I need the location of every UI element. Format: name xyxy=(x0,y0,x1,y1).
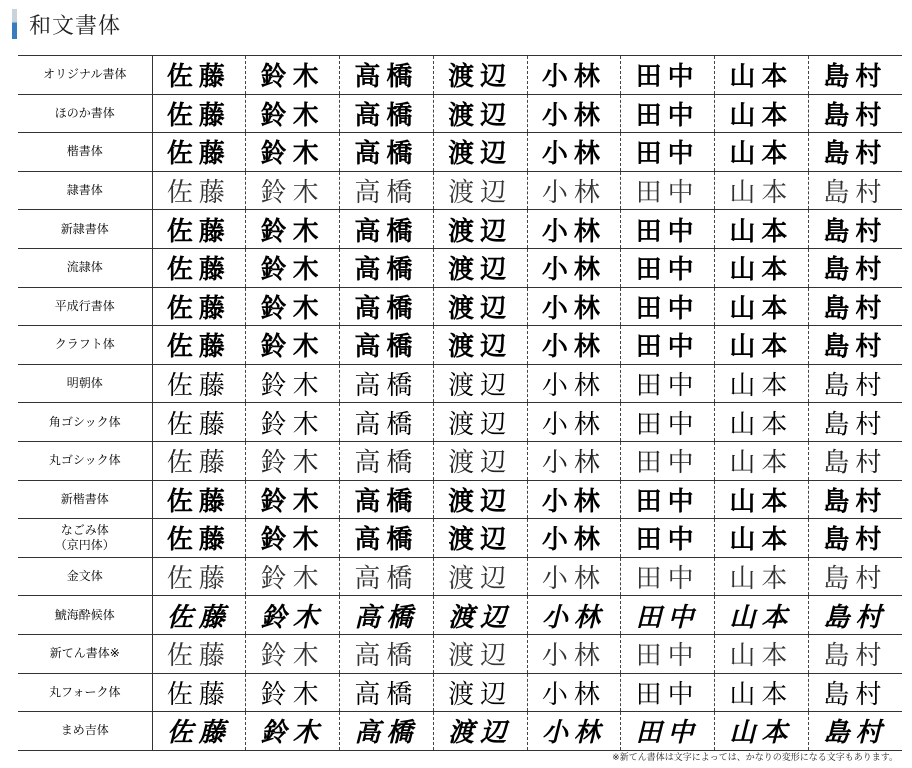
font-row xyxy=(18,403,902,442)
footnote: ※新てん書体は文字によっては、かなりの変形になる文字もあります。 xyxy=(612,753,898,763)
name-sample: 山本 xyxy=(715,403,809,442)
font-row xyxy=(18,441,902,480)
name-sample: 田中 xyxy=(621,712,715,751)
font-name-label xyxy=(18,133,152,172)
name-sample: 山本 xyxy=(715,557,809,596)
name-sample: 山本 xyxy=(715,133,809,172)
name-sample: 鈴木 xyxy=(246,133,340,172)
name-sample: 渡辺 xyxy=(433,248,527,287)
header-accent-bar xyxy=(12,9,17,39)
font-sample-table xyxy=(18,55,902,751)
name-sample: 田中 xyxy=(621,557,715,596)
name-sample: 佐藤 xyxy=(152,364,246,403)
name-sample: 島村 xyxy=(808,519,902,558)
font-row xyxy=(18,210,902,249)
name-sample: 鈴木 xyxy=(246,441,340,480)
font-row xyxy=(18,171,902,210)
font-row xyxy=(18,248,902,287)
name-sample: 田中 xyxy=(621,519,715,558)
name-sample: 島村 xyxy=(808,673,902,712)
font-name-label xyxy=(18,557,152,596)
name-sample: 渡辺 xyxy=(433,210,527,249)
font-name-label xyxy=(18,441,152,480)
name-sample: 山本 xyxy=(715,519,809,558)
name-sample: 佐藤 xyxy=(152,56,246,95)
font-row xyxy=(18,673,902,712)
name-sample: 小林 xyxy=(527,56,621,95)
name-sample: 渡辺 xyxy=(433,364,527,403)
name-sample: 高橋 xyxy=(340,56,434,95)
font-name-text: 新てん書体※ xyxy=(49,646,120,661)
name-sample: 田中 xyxy=(621,94,715,133)
font-name-text: 金文体 xyxy=(66,569,103,584)
name-sample: 小林 xyxy=(527,596,621,635)
name-sample: 佐藤 xyxy=(152,248,246,287)
name-sample: 小林 xyxy=(527,133,621,172)
name-sample: 鈴木 xyxy=(246,480,340,519)
font-row xyxy=(18,133,902,172)
name-sample: 渡辺 xyxy=(433,441,527,480)
name-sample: 島村 xyxy=(808,712,902,751)
font-name-text: 平成行書体 xyxy=(54,298,115,313)
name-sample: 小林 xyxy=(527,557,621,596)
font-name-label xyxy=(18,171,152,210)
name-sample: 鈴木 xyxy=(246,326,340,365)
name-sample: 田中 xyxy=(621,248,715,287)
name-sample: 佐藤 xyxy=(152,596,246,635)
name-sample: 渡辺 xyxy=(433,557,527,596)
font-name-text: 鯱海酔候体 xyxy=(54,607,115,622)
name-sample: 高橋 xyxy=(340,94,434,133)
font-row xyxy=(18,56,902,95)
name-sample: 鈴木 xyxy=(246,94,340,133)
font-name-text: クラフト体 xyxy=(54,337,115,352)
name-sample: 田中 xyxy=(621,287,715,326)
font-name-text: ほのか書体 xyxy=(54,105,115,120)
name-sample: 島村 xyxy=(808,56,902,95)
name-sample: 田中 xyxy=(621,210,715,249)
name-sample: 島村 xyxy=(808,210,902,249)
font-row xyxy=(18,519,902,558)
name-sample: 佐藤 xyxy=(152,673,246,712)
name-sample: 島村 xyxy=(808,596,902,635)
font-name-label xyxy=(18,634,152,673)
font-name-label xyxy=(18,287,152,326)
name-sample: 佐藤 xyxy=(152,133,246,172)
name-sample: 佐藤 xyxy=(152,287,246,326)
name-sample: 山本 xyxy=(715,634,809,673)
name-sample: 鈴木 xyxy=(246,596,340,635)
name-sample: 渡辺 xyxy=(433,56,527,95)
page-header xyxy=(12,8,121,40)
name-sample: 田中 xyxy=(621,133,715,172)
name-sample: 島村 xyxy=(808,364,902,403)
name-sample: 田中 xyxy=(621,634,715,673)
name-sample: 鈴木 xyxy=(246,364,340,403)
name-sample: 佐藤 xyxy=(152,171,246,210)
font-name-label xyxy=(18,596,152,635)
name-sample: 高橋 xyxy=(340,248,434,287)
name-sample: 田中 xyxy=(621,364,715,403)
font-name-text: 丸ゴシック体 xyxy=(48,453,121,468)
name-sample: 鈴木 xyxy=(246,557,340,596)
name-sample: 佐藤 xyxy=(152,326,246,365)
name-sample: 小林 xyxy=(527,441,621,480)
name-sample: 鈴木 xyxy=(246,403,340,442)
name-sample: 田中 xyxy=(621,403,715,442)
name-sample: 山本 xyxy=(715,248,809,287)
font-name-text: まめ吉体 xyxy=(60,723,109,738)
font-row xyxy=(18,480,902,519)
name-sample: 田中 xyxy=(621,171,715,210)
name-sample: 鈴木 xyxy=(246,673,340,712)
name-sample: 高橋 xyxy=(340,133,434,172)
name-sample: 高橋 xyxy=(340,441,434,480)
name-sample: 山本 xyxy=(715,441,809,480)
font-name-text: 新楷書体 xyxy=(60,491,109,506)
name-sample: 高橋 xyxy=(340,712,434,751)
font-name-text: 新隷書体 xyxy=(60,221,109,236)
font-name-text: なごみ体 xyxy=(60,522,109,537)
font-name-text: 明朝体 xyxy=(66,376,103,391)
name-sample: 島村 xyxy=(808,326,902,365)
font-name-label xyxy=(18,94,152,133)
name-sample: 小林 xyxy=(527,403,621,442)
name-sample: 島村 xyxy=(808,94,902,133)
name-sample: 島村 xyxy=(808,133,902,172)
name-sample: 渡辺 xyxy=(433,596,527,635)
name-sample: 田中 xyxy=(621,441,715,480)
name-sample: 山本 xyxy=(715,673,809,712)
name-sample: 高橋 xyxy=(340,403,434,442)
name-sample: 佐藤 xyxy=(152,557,246,596)
name-sample: 小林 xyxy=(527,712,621,751)
name-sample: 鈴木 xyxy=(246,248,340,287)
name-sample: 佐藤 xyxy=(152,94,246,133)
name-sample: 佐藤 xyxy=(152,210,246,249)
font-name-text: 角ゴシック体 xyxy=(48,414,121,429)
name-sample: 山本 xyxy=(715,210,809,249)
name-sample: 島村 xyxy=(808,287,902,326)
name-sample: 佐藤 xyxy=(152,403,246,442)
name-sample: 高橋 xyxy=(340,210,434,249)
name-sample: 島村 xyxy=(808,248,902,287)
name-sample: 小林 xyxy=(527,94,621,133)
name-sample: 島村 xyxy=(808,403,902,442)
name-sample: 島村 xyxy=(808,441,902,480)
font-name-label xyxy=(18,673,152,712)
name-sample: 渡辺 xyxy=(433,94,527,133)
name-sample: 鈴木 xyxy=(246,287,340,326)
font-name-label xyxy=(18,403,152,442)
name-sample: 高橋 xyxy=(340,634,434,673)
name-sample: 鈴木 xyxy=(246,712,340,751)
name-sample: 佐藤 xyxy=(152,634,246,673)
name-sample: 山本 xyxy=(715,364,809,403)
name-sample: 小林 xyxy=(527,326,621,365)
font-row xyxy=(18,94,902,133)
name-sample: 島村 xyxy=(808,557,902,596)
name-sample: 山本 xyxy=(715,94,809,133)
name-sample: 山本 xyxy=(715,287,809,326)
name-sample: 山本 xyxy=(715,326,809,365)
font-row xyxy=(18,364,902,403)
name-sample: 高橋 xyxy=(340,673,434,712)
name-sample: 田中 xyxy=(621,56,715,95)
name-sample: 佐藤 xyxy=(152,441,246,480)
name-sample: 田中 xyxy=(621,480,715,519)
name-sample: 山本 xyxy=(715,596,809,635)
font-name-label xyxy=(18,480,152,519)
name-sample: 渡辺 xyxy=(433,403,527,442)
font-name-label xyxy=(18,519,152,558)
name-sample: 鈴木 xyxy=(246,56,340,95)
name-sample: 小林 xyxy=(527,210,621,249)
name-sample: 渡辺 xyxy=(433,326,527,365)
name-sample: 渡辺 xyxy=(433,519,527,558)
name-sample: 鈴木 xyxy=(246,171,340,210)
font-row xyxy=(18,287,902,326)
name-sample: 田中 xyxy=(621,596,715,635)
name-sample: 鈴木 xyxy=(246,210,340,249)
name-sample: 高橋 xyxy=(340,287,434,326)
font-name-label xyxy=(18,364,152,403)
font-name-label xyxy=(18,712,152,751)
name-sample: 小林 xyxy=(527,248,621,287)
font-name-label xyxy=(18,326,152,365)
name-sample: 佐藤 xyxy=(152,519,246,558)
name-sample: 高橋 xyxy=(340,171,434,210)
name-sample: 島村 xyxy=(808,634,902,673)
name-sample: 高橋 xyxy=(340,557,434,596)
font-name-label xyxy=(18,248,152,287)
font-row xyxy=(18,712,902,751)
name-sample: 山本 xyxy=(715,480,809,519)
name-sample: 渡辺 xyxy=(433,287,527,326)
name-sample: 小林 xyxy=(527,364,621,403)
name-sample: 田中 xyxy=(621,673,715,712)
font-row xyxy=(18,557,902,596)
name-sample: 島村 xyxy=(808,480,902,519)
name-sample: 渡辺 xyxy=(433,634,527,673)
name-sample: 佐藤 xyxy=(152,712,246,751)
name-sample: 小林 xyxy=(527,673,621,712)
font-row xyxy=(18,326,902,365)
font-name-text: 流隷体 xyxy=(66,260,103,275)
font-name-label xyxy=(18,56,152,95)
font-row xyxy=(18,634,902,673)
name-sample: 山本 xyxy=(715,712,809,751)
name-sample: 高橋 xyxy=(340,326,434,365)
name-sample: 小林 xyxy=(527,519,621,558)
name-sample: 渡辺 xyxy=(433,712,527,751)
name-sample: 高橋 xyxy=(340,480,434,519)
name-sample: 渡辺 xyxy=(433,171,527,210)
page-title: 和文書体 xyxy=(29,13,122,39)
font-name-text: オリジナル書体 xyxy=(43,67,127,82)
font-name-label xyxy=(18,210,152,249)
name-sample: 鈴木 xyxy=(246,519,340,558)
font-name-text: 楷書体 xyxy=(66,144,103,159)
name-sample: 渡辺 xyxy=(433,133,527,172)
name-sample: 高橋 xyxy=(340,596,434,635)
font-name-text: 丸フォーク体 xyxy=(49,684,121,699)
name-sample: 佐藤 xyxy=(152,480,246,519)
name-sample: 渡辺 xyxy=(433,480,527,519)
font-name-text: （京円体） xyxy=(54,537,115,552)
name-sample: 小林 xyxy=(527,480,621,519)
font-name-text: 隷書体 xyxy=(66,183,103,198)
font-table-body xyxy=(18,56,902,751)
name-sample: 小林 xyxy=(527,171,621,210)
name-sample: 山本 xyxy=(715,171,809,210)
name-sample: 小林 xyxy=(527,634,621,673)
name-sample: 渡辺 xyxy=(433,673,527,712)
font-row xyxy=(18,596,902,635)
name-sample: 小林 xyxy=(527,287,621,326)
name-sample: 島村 xyxy=(808,171,902,210)
name-sample: 山本 xyxy=(715,56,809,95)
name-sample: 高橋 xyxy=(340,364,434,403)
name-sample: 高橋 xyxy=(340,519,434,558)
name-sample: 鈴木 xyxy=(246,634,340,673)
name-sample: 田中 xyxy=(621,326,715,365)
